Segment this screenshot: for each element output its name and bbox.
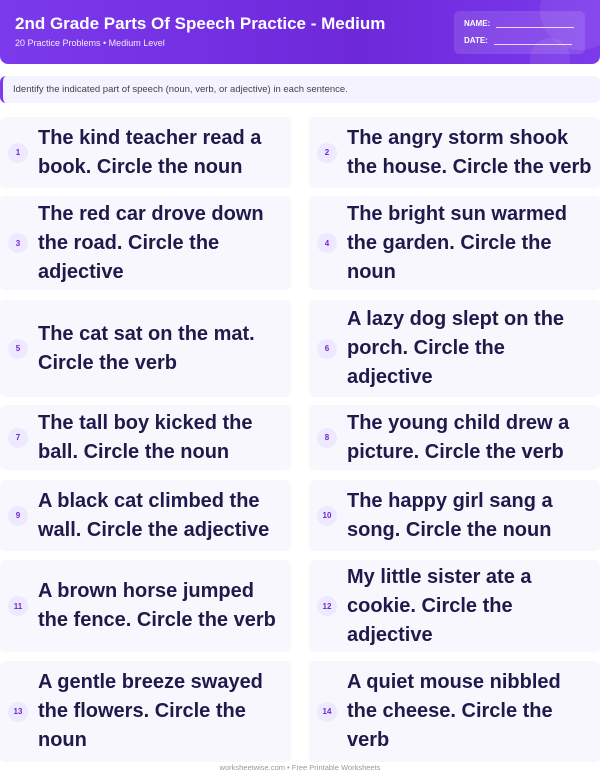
problem-number: 14: [317, 702, 337, 722]
problem-card: [309, 117, 600, 188]
problem-text: The bright sun warmed the garden. Circle the noun: [347, 202, 568, 283]
problem-card: [0, 117, 291, 188]
problem-number: 10: [317, 506, 337, 526]
problem-card: [0, 560, 291, 652]
problem-card: [309, 405, 600, 470]
problem-text: A quiet mouse nibbled the cheese. Circle the verb: [347, 671, 561, 751]
problem-number: 2: [317, 143, 337, 163]
date-label: DATE:: [464, 36, 488, 45]
problem-card: [0, 480, 291, 551]
problem-card: [309, 661, 600, 762]
problem-card: [309, 560, 600, 652]
problem-number: 5: [8, 339, 28, 359]
problem-text: The young child drew a picture. Circle the verb: [347, 411, 570, 463]
problem-card: [0, 300, 291, 397]
problem-card: [0, 661, 291, 762]
instructions: Identify the indicated part of speech (noun, verb, or adjective) in each sentence.: [0, 76, 600, 103]
problem-text: The kind teacher read a book. Circle the noun: [38, 126, 262, 178]
footer: worksheetwise.com • Free Printable Worksheets: [219, 763, 381, 772]
name-field[interactable]: [496, 20, 574, 28]
problem-text: A black cat climbed the wall. Circle the adjective: [38, 489, 270, 541]
worksheet-header: [0, 0, 600, 64]
problem-text: The angry storm shook the house. Circle the verb: [347, 126, 592, 178]
problem-text: The cat sat on the mat. Circle the verb: [38, 322, 255, 374]
problem-number: 4: [317, 233, 337, 253]
problem-card: [309, 196, 600, 290]
problem-card: [0, 405, 291, 470]
problem-card: [309, 480, 600, 551]
problem-number: 6: [317, 339, 337, 359]
page-title: 2nd Grade Parts Of Speech Practice - Medium: [15, 14, 386, 33]
problem-text: My little sister ate a cookie. Circle the adjective: [347, 565, 532, 646]
problem-number: 11: [8, 596, 28, 616]
problem-number: 13: [8, 702, 28, 722]
name-label: NAME:: [464, 19, 491, 28]
problem-number: 3: [8, 233, 28, 253]
problem-number: 12: [317, 596, 337, 616]
problem-card: [309, 300, 600, 397]
problem-number: 7: [8, 428, 28, 448]
problem-number: 9: [8, 506, 28, 526]
problem-text: The tall boy kicked the ball. Circle the noun: [38, 411, 253, 463]
problem-text: A lazy dog slept on the porch. Circle the adjective: [347, 308, 565, 388]
problem-card: [0, 196, 291, 290]
page-subtitle: 20 Practice Problems • Medium Level: [15, 38, 165, 48]
problem-number: 8: [317, 428, 337, 448]
problem-text: The happy girl sang a song. Circle the noun: [347, 489, 553, 541]
date-field[interactable]: [494, 37, 572, 45]
name-date-box: [454, 11, 585, 54]
problem-text: A gentle breeze swayed the flowers. Circle the noun: [38, 671, 263, 751]
problem-text: The red car drove down the road. Circle the adjective: [38, 202, 264, 283]
problem-text: A brown horse jumped the fence. Circle the verb: [38, 580, 276, 631]
problem-number: 1: [8, 143, 28, 163]
